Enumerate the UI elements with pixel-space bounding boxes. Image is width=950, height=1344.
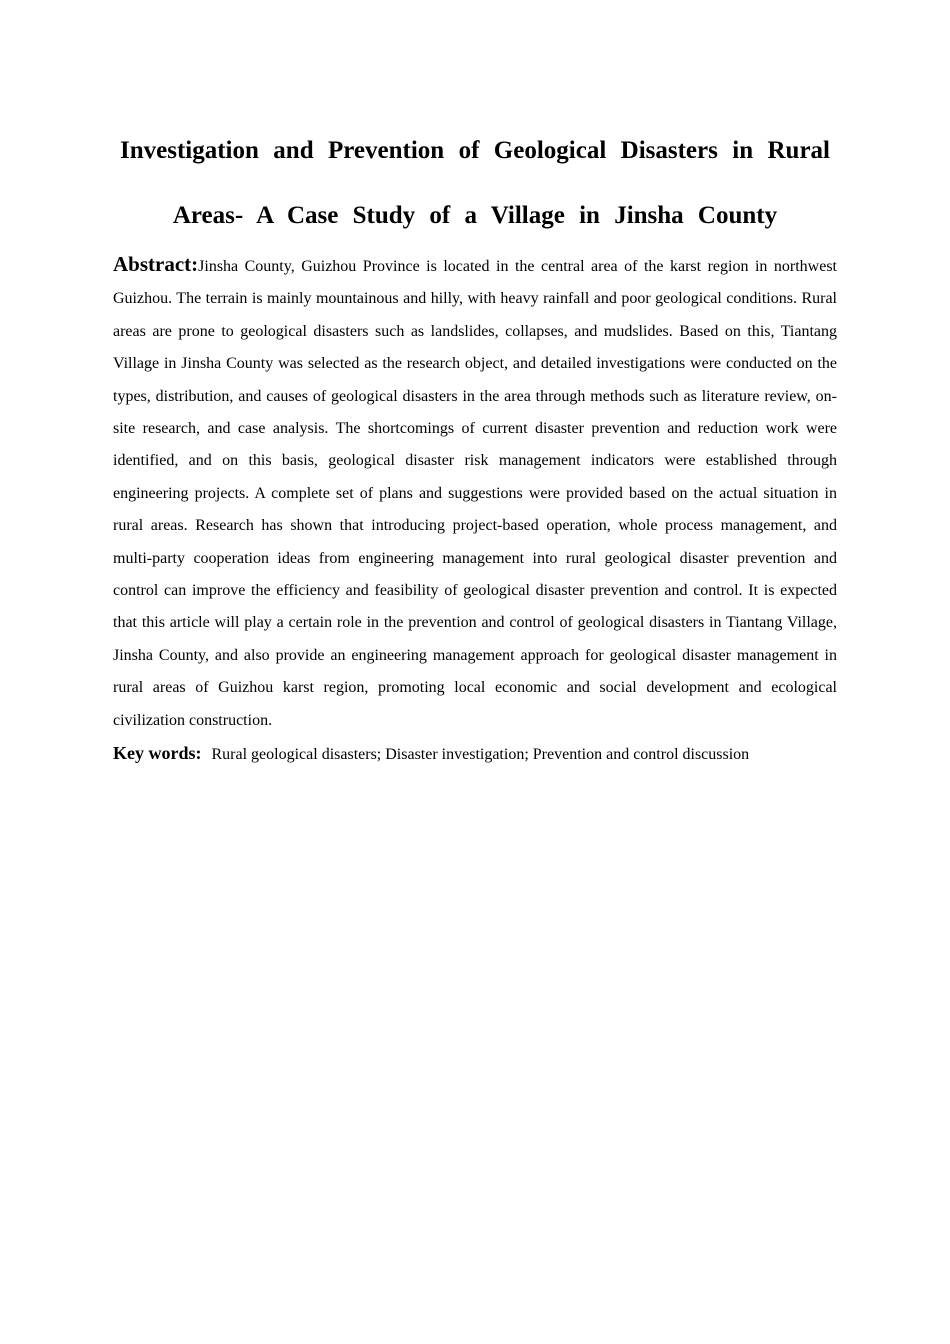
keywords-label: Key words: <box>113 743 202 764</box>
abstract-paragraph <box>113 248 837 737</box>
keywords-text: Rural geological disasters; Disaster investigation; Prevention and control discussion <box>211 746 750 764</box>
abstract-label: Abstract: <box>113 252 199 276</box>
paper-title-line-2: Areas- A Case Study of a Village in Jinsha County <box>172 202 778 229</box>
keywords-paragraph <box>113 737 837 771</box>
paper-title-line-1: Investigation and Prevention of Geological Disasters in Rural <box>120 137 830 164</box>
abstract-text: Jinsha County, Guizhou Province is located in the central area of the karst region in northwest Guizhou. The terrain is mainly mountainous and hilly, with heavy rainfall and poor geological conditions. Rural areas are prone to geological disasters such as landslides, collapses, and mudslides. Based on this, Tiantang Village in Jinsha County was selected as the research object, and detailed investigations were conducted on the types, distribution, and causes of geological disasters in the area through methods such as literature review, on-site research, and case analysis. The shortcomings of current disaster prevention and reduction work were identified, and on this basis, geological disaster risk management indicators were established through engineering projects. A complete set of plans and suggestions were provided based on the actual situation in rural areas. Research has shown that introducing project-based operation, whole process management, and multi-party cooperation ideas from engineering management into rural geological disaster prevention and control can improve the efficiency and feasibility of geological disaster prevention and control. It is expected that this article will play a certain role in the prevention and control of geological disasters in Tiantang Village, Jinsha County, and also provide an engineering management approach for geological disaster management in rural areas of Guizhou karst region, promoting local economic and social development and ecological civilization construction. <box>113 258 837 729</box>
paper-title <box>113 118 837 248</box>
document-page <box>113 118 837 771</box>
